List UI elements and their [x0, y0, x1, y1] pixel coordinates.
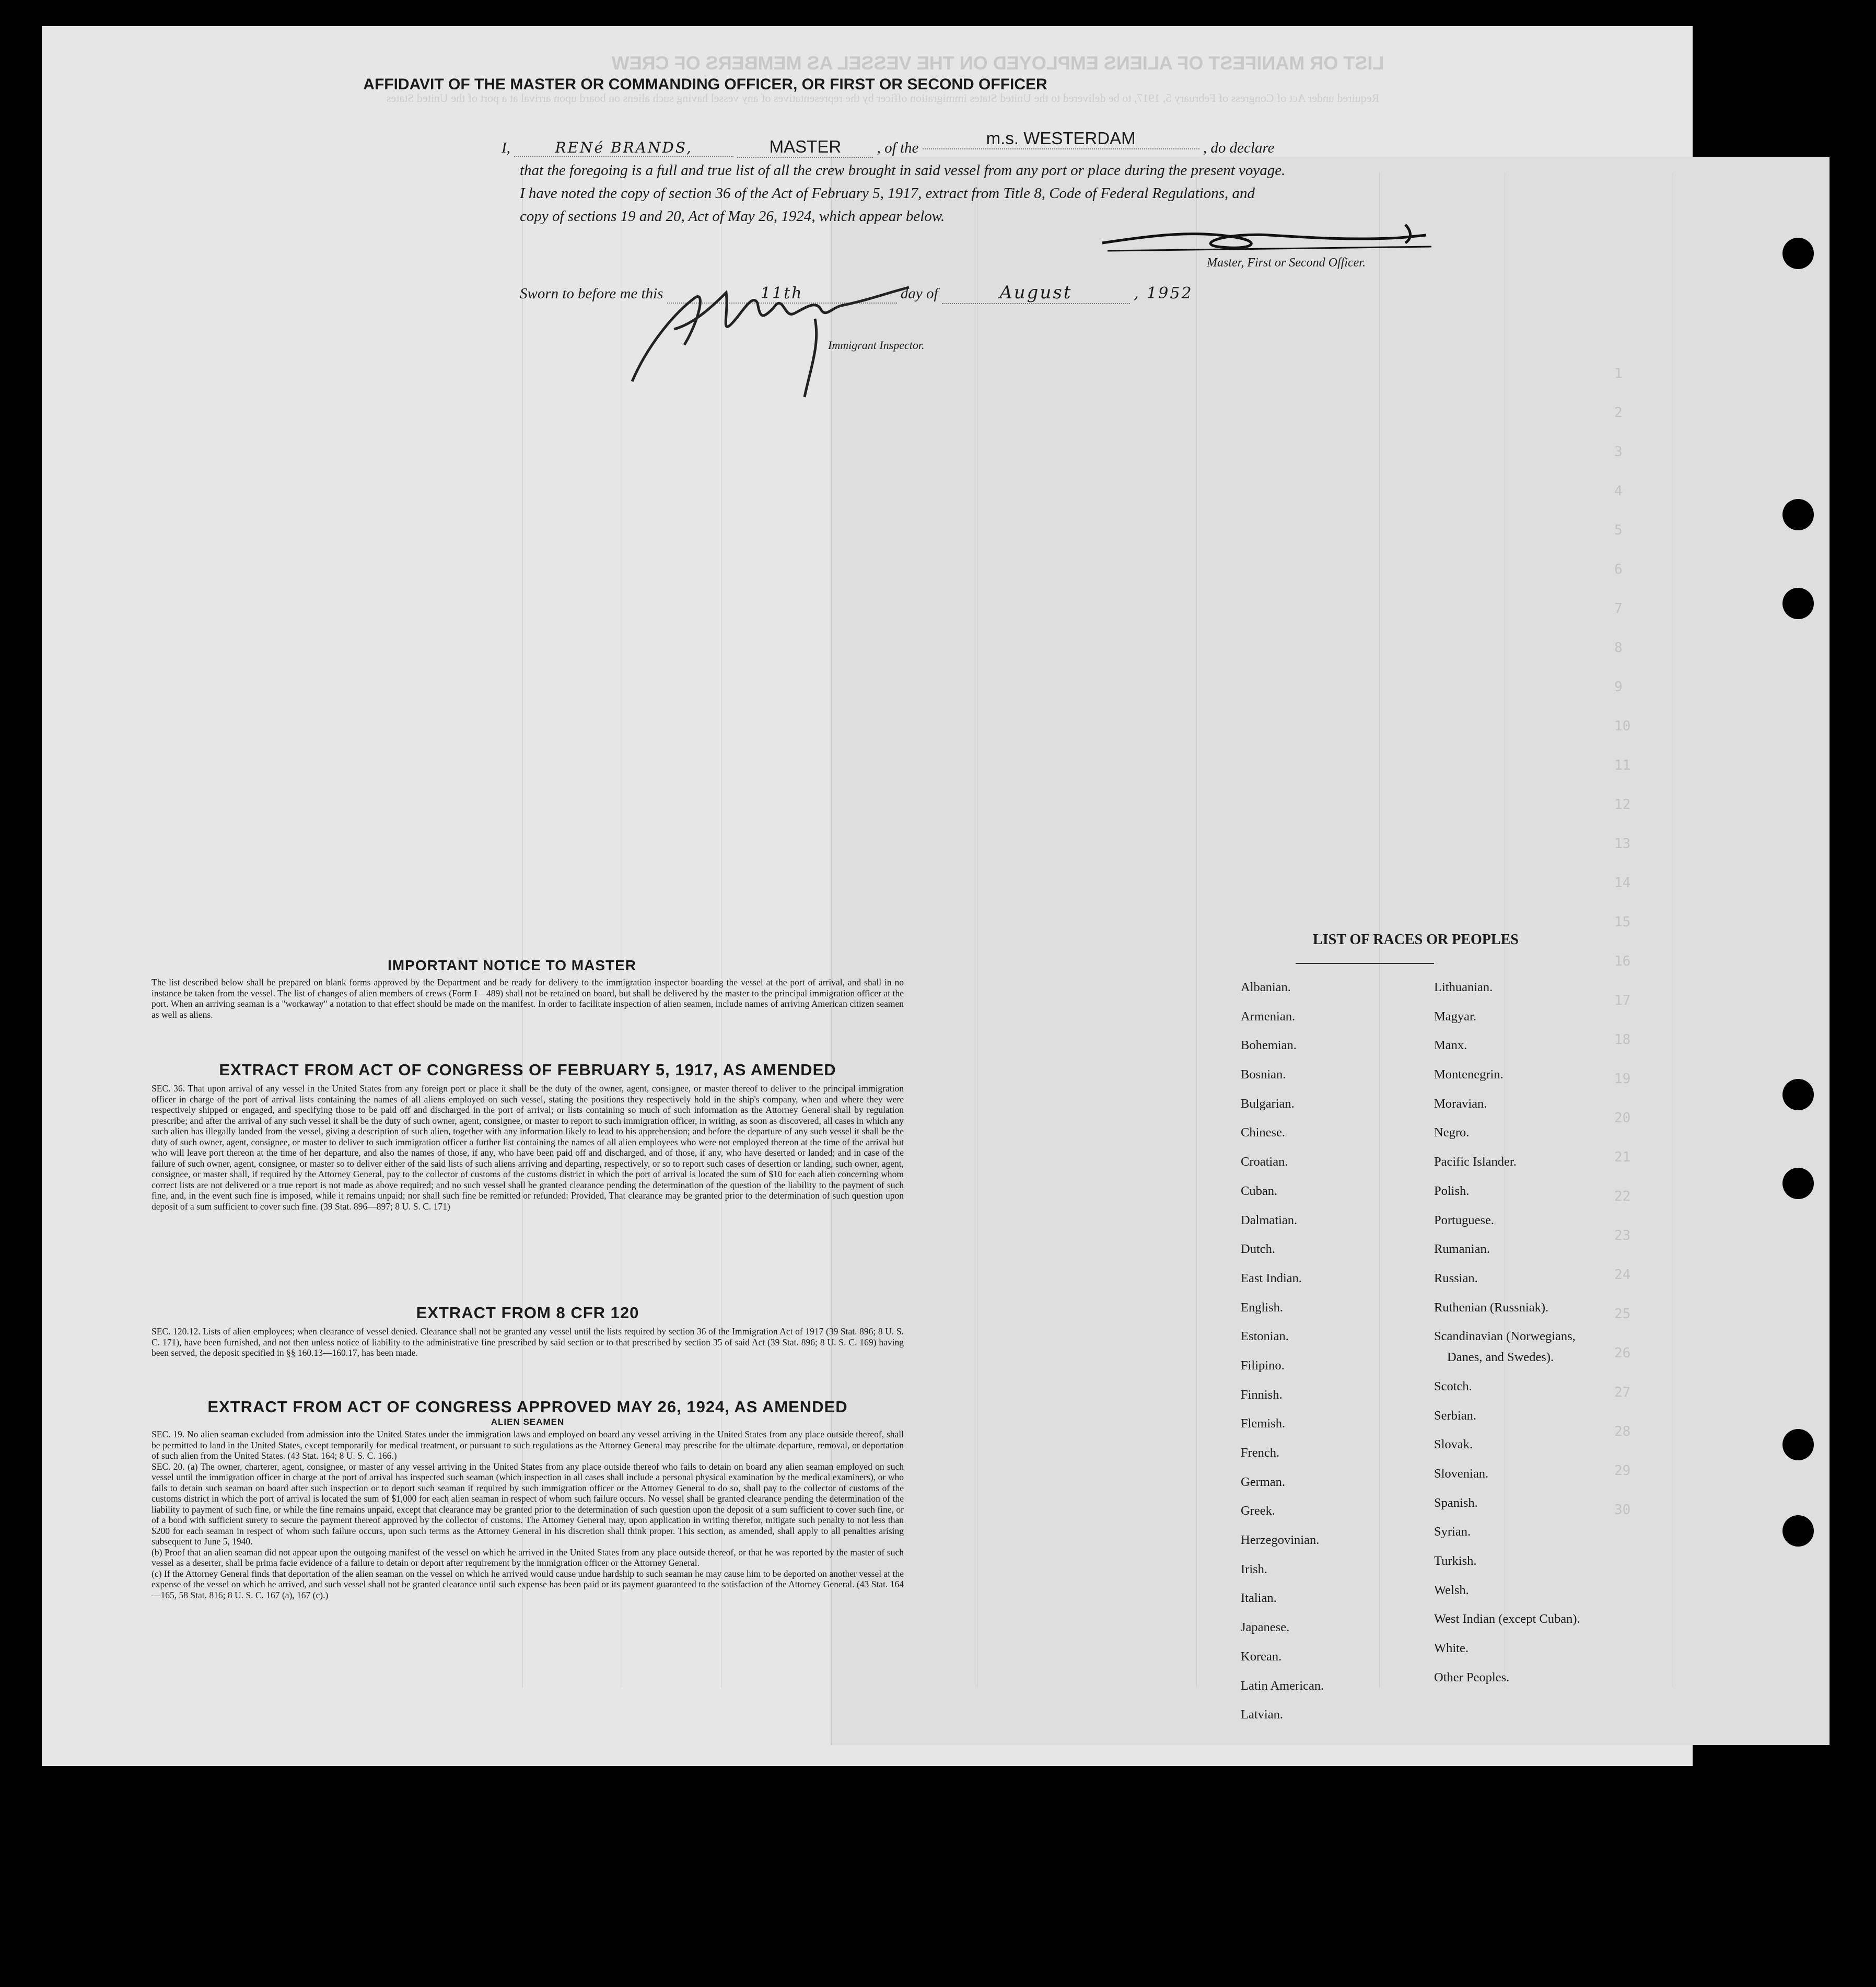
day-of: day of	[900, 285, 938, 302]
race-item: Pacific Islander.	[1434, 1155, 1517, 1169]
extract-1924-title: EXTRACT FROM ACT OF CONGRESS APPROVED MAY 26, 1924, AS AMENDED	[207, 1398, 848, 1416]
grid-line	[1379, 172, 1380, 1688]
affidavit-line-4: copy of sections 19 and 20, Act of May 26, 1924, which appear below.	[520, 208, 945, 225]
race-item: Spanish.	[1434, 1495, 1478, 1510]
punch-hole	[1782, 1168, 1814, 1199]
race-item: Finnish.	[1241, 1387, 1283, 1402]
race-item: Welsh.	[1434, 1583, 1469, 1597]
race-item: Italian.	[1241, 1591, 1277, 1606]
extract-1924-subtitle: ALIEN SEAMEN	[491, 1417, 565, 1427]
race-item: Flemish.	[1241, 1416, 1286, 1431]
race-item: West Indian (except Cuban).	[1434, 1612, 1580, 1626]
sworn-prefix: Sworn to before me this	[520, 285, 663, 302]
race-item: Cuban.	[1241, 1183, 1278, 1198]
race-item: Korean.	[1241, 1649, 1282, 1664]
master-name: RENé BRANDS,	[514, 139, 733, 157]
race-item: Magyar.	[1434, 1009, 1476, 1024]
punch-hole	[1782, 1429, 1814, 1460]
race-item: White.	[1434, 1641, 1469, 1656]
race-item: French.	[1241, 1446, 1280, 1460]
race-item: Moravian.	[1434, 1096, 1487, 1111]
notice-title: IMPORTANT NOTICE TO MASTER	[387, 957, 637, 973]
race-item: Manx.	[1434, 1038, 1467, 1053]
notice-text: The list described below shall be prepared on blank forms approved by the Department and be ready for delivery to the immigration inspector boarding the vessel at the port of arrival, and shall in no instance be taken from the vessel. The list of changes of alien members of crews (Form I—489) shall not be retained on board, but shall be delivered by the master to the principal immigration officer at the port. When an arriving seaman is a "workaway" a notation to that effect should be made on the manifest. In order to facilitate inspection of alien seamen, include names of arriving American citizen seamen as well as aliens.	[152, 977, 904, 1020]
races-title: LIST OF RACES OR PEOPLES	[1313, 932, 1519, 948]
affidavit-line-1	[502, 129, 1442, 158]
race-item: Serbian.	[1434, 1408, 1476, 1423]
race-item: Latvian.	[1241, 1707, 1283, 1722]
race-item: Scotch.	[1434, 1379, 1472, 1393]
underlying-manifest-sheet	[831, 157, 1830, 1745]
race-item: Irish.	[1241, 1562, 1268, 1576]
sec-20c-text: (c) If the Attorney General finds that deportation of the alien seaman on the vessel on which he arrived would cause undue hardship to such seaman he may cause him to be deported on another vessel at the expense of the vessel on which he arrived, and such vessel shall not be granted clearance until such expense has been paid or its payment guaranteed to the satisfaction of the Attorney General. (43 Stat. 164—165, 58 Stat. 816; 8 U. S. C. 167 (a), 167 (c).)	[152, 1568, 904, 1600]
race-item: English.	[1241, 1300, 1283, 1315]
races-column-2	[1434, 980, 1580, 1700]
race-item: Bohemian.	[1241, 1038, 1297, 1053]
race-item: Croatian.	[1241, 1155, 1288, 1169]
race-item: Polish.	[1434, 1183, 1470, 1198]
race-item: Slovak.	[1434, 1437, 1473, 1452]
extract-1924-body	[152, 1429, 904, 1600]
vessel-name: m.s. WESTERDAM	[923, 129, 1199, 149]
mirrored-subheading: Required under Act of Congress of February 5, 1917, to be delivered to the United States immigration officer by the representatives of any vessel having such aliens on board upon arrival at a port of the United States	[386, 91, 1380, 104]
punch-hole	[1782, 238, 1814, 269]
race-item: Rumanian.	[1434, 1242, 1490, 1257]
rank: MASTER	[737, 137, 873, 158]
race-item: Japanese.	[1241, 1620, 1290, 1635]
race-item: Herzegovinian.	[1241, 1533, 1320, 1548]
mirrored-heading: LIST OR MANIFEST OF ALIENS EMPLOYED ON THE VESSEL AS MEMBERS OF CREW	[611, 52, 1384, 74]
punch-hole	[1782, 499, 1814, 530]
signature-caption: Master, First or Second Officer.	[1207, 256, 1366, 270]
sworn-year: , 1952	[1134, 284, 1193, 303]
race-item: Russian.	[1434, 1271, 1478, 1285]
affidavit-line-3: I have noted the copy of section 36 of the Act of February 5, 1917, extract from Title 8, Code of Federal Regulations, and	[520, 185, 1255, 202]
race-item: Bosnian.	[1241, 1067, 1286, 1082]
declare-text: , do declare	[1203, 140, 1275, 156]
grid-line	[1196, 172, 1197, 1688]
race-item: Ruthenian (Russniak).	[1434, 1300, 1549, 1315]
race-item: Estonian.	[1241, 1329, 1289, 1344]
race-item: Danes, and Swedes).	[1447, 1350, 1554, 1365]
punch-hole	[1782, 1079, 1814, 1110]
race-item: Lithuanian.	[1434, 980, 1493, 994]
race-item: Slovenian.	[1434, 1467, 1489, 1481]
sworn-month: August	[942, 282, 1130, 304]
extract-cfr-text: SEC. 120.12. Lists of alien employees; when clearance of vessel denied. Clearance shall not be granted any vessel until the lists required by section 36 of the Immigration Act of 1917 (39 Stat. 896; 8 U. S. C. 171), have been furnished, and not then unless notice of liability to the administrative fine prescribed by said section or to that prescribed by section 35 of said Act (39 Stat. 896; 8 U. S. C. 169) having been served, the deposit specified in §§ 160.13—160.17, has been made.	[152, 1326, 904, 1358]
affidavit-title: AFFIDAVIT OF THE MASTER OR COMMANDING OFFICER, OR FIRST OR SECOND OFFICER	[363, 76, 1047, 93]
line-prefix: I,	[502, 140, 510, 156]
race-item: Bulgarian.	[1241, 1096, 1295, 1111]
race-item: Albanian.	[1241, 980, 1291, 994]
race-item: Portuguese.	[1434, 1213, 1494, 1227]
sec-19-text: SEC. 19. No alien seaman excluded from admission into the United States under the immigration laws and employed on board any vessel arriving in the United States from any place outside thereof, shall be permitted to land in the United States, except temporarily for medical treatment, or pursuant to such regulations as the Attorney General may prescribe for the ultimate departure, removal, or deportation of such alien from the United States. (43 Stat. 164; 8 U. S. C. 166.)	[152, 1429, 904, 1461]
race-item: Greek.	[1241, 1504, 1275, 1518]
race-item: Other Peoples.	[1434, 1670, 1510, 1684]
race-item: Latin American.	[1241, 1678, 1324, 1693]
races-column-1	[1241, 980, 1324, 1737]
sworn-day: 11th	[667, 284, 897, 304]
extract-1917-title: EXTRACT FROM ACT OF CONGRESS OF FEBRUARY 5, 1917, AS AMENDED	[219, 1061, 836, 1079]
affidavit-line-2: that the foregoing is a full and true list of all the crew brought in said vessel from any port or place during the present voyage.	[520, 162, 1286, 179]
inspector-caption: Immigrant Inspector.	[828, 339, 925, 352]
races-title-underline	[1296, 963, 1434, 964]
punch-hole	[1782, 588, 1814, 619]
sec-20a-text: SEC. 20. (a) The owner, charterer, agent, consignee, or master of any vessel arriving in the United States from any place outside thereof who fails to detain on board any alien seaman employed on such vessel until the immigration officer in charge at the port of arrival has inspected such seaman (which inspection in all cases shall include a personal physical examination by the medical examiners), or who fails to detain such seaman on board after such inspection or to deport such seaman if required by such immigration officer or the Attorney General to do so, shall pay to the collector of customs of the customs district in which the port of arrival is located the sum of $1,000 for each alien seaman in respect of whom such failure occurs. No vessel shall be granted clearance pending the determination of the liability to payment of such fine, or while the fine remains unpaid, except that clearance may be granted prior to the determination of such question upon the deposit of a sum sufficient to cover such fine, or of a bond with sufficient surety to secure the payment thereof approved by the collector of customs. The Attorney General may, upon application in writing therefor, mitigate such penalty to not less than $200 for each seaman in respect of whom such failure occurs, upon such terms as the Attorney General in his discretion shall think proper. This section, as amended, shall apply to all penalties arising subsequent to June 5, 1940.	[152, 1461, 904, 1547]
race-item: German.	[1241, 1474, 1286, 1489]
race-item: Syrian.	[1434, 1525, 1471, 1539]
sec-20b-text: (b) Proof that an alien seaman did not appear upon the outgoing manifest of the vessel on which he arrived in the United States from any place outside thereof, or that he was reported by the master of such vessel as a deserter, shall be prima facie evidence of a failure to detain or deport after requirement by the immigration officer or the Attorney General.	[152, 1547, 904, 1568]
race-item: Montenegrin.	[1434, 1067, 1504, 1082]
race-item: Turkish.	[1434, 1554, 1477, 1568]
race-item: Negro.	[1434, 1125, 1470, 1140]
of-the: , of the	[877, 140, 919, 156]
race-item: Scandinavian (Norwegians,	[1434, 1329, 1576, 1344]
race-item: Dalmatian.	[1241, 1213, 1298, 1227]
extract-1917-text: SEC. 36. That upon arrival of any vessel in the United States from any foreign port or place it shall be the duty of the owner, agent, consignee, or master thereof to deliver to the principal immigration officer in charge of the port of arrival lists containing the names of all aliens employed on such vessel, stating the positions they respectively hold in the ship's company, when and where they were respectively shipped or engaged, and specifying those to be paid off and discharged in the port of arrival; or lists containing so much of such information as the Attorney General shall by regulation prescribe; and after the arrival of any such vessel it shall be the duty of such owner, agent, consignee, or master to report to such immigration officer, in writing, as soon as discovered, all cases in which any such alien has illegally landed from the vessel, giving a description of such alien, together with any information likely to lead to his apprehension; and before the departure of any such vessel it shall be the duty of such owner, agent, consignee, or master to deliver to such immigration officer a further list containing the names of all alien employees who were not employed thereon at the time of the arrival but who will leave port thereon at the time of her departure, and also the names of those, if any, who have been paid off and discharged, and of those, if any, who have deserted or landed; and in case of the failure of such owner, agent, consignee, or master so to deliver either of the said lists of such aliens arriving and departing, respectively, or so to report such cases of desertion or landing, such owner, agent, consignee, or master shall, if required by the Attorney General, pay to the collector of customs of the customs district in which the port of arrival is located the sum of $10 for each alien concerning whom correct lists are not delivered or a true report is not made as above required; and no such vessel shall be granted clearance pending the determination of the question of the liability to the payment of such fine, and, in the event such fine is imposed, while it remains unpaid; nor shall such fine be remitted or refunded: Provided, That clearance may be granted prior to the determination of such question upon deposit of a sum sufficient to cover such fine. (39 Stat. 896—897; 8 U. S. C. 171)	[152, 1083, 904, 1212]
extract-cfr-title: EXTRACT FROM 8 CFR 120	[416, 1304, 639, 1322]
race-item: Chinese.	[1241, 1125, 1286, 1140]
race-item: Armenian.	[1241, 1009, 1296, 1024]
race-item: Filipino.	[1241, 1358, 1285, 1373]
punch-hole	[1782, 1515, 1814, 1547]
race-item: Dutch.	[1241, 1242, 1275, 1257]
race-item: East Indian.	[1241, 1271, 1302, 1285]
